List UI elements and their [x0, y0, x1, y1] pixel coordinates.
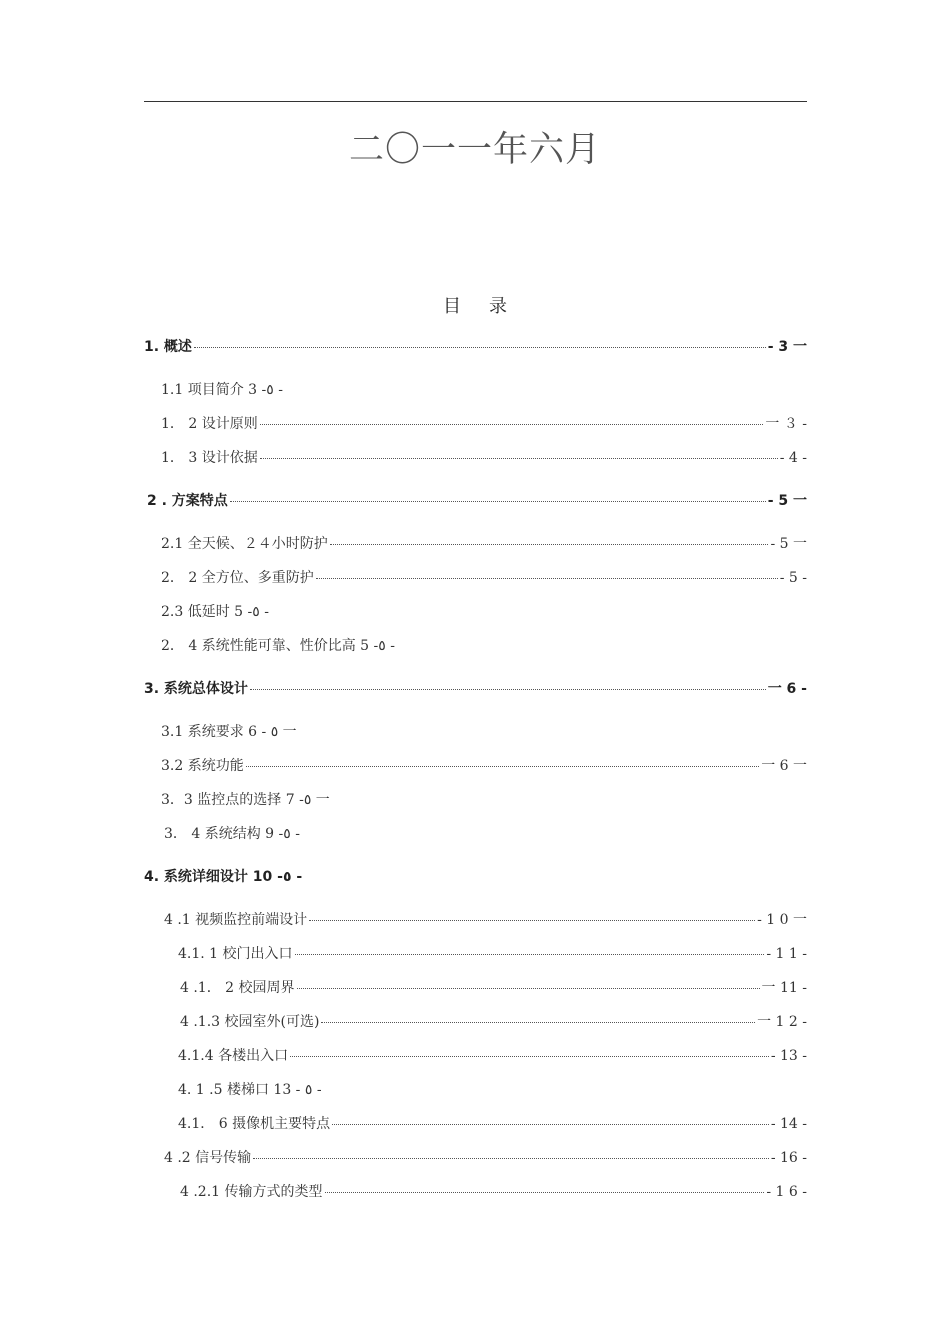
toc-leader — [260, 448, 778, 459]
toc-entry-2-1[interactable] — [161, 534, 807, 554]
toc-entry-label: 3． 4 系统结构 9 -٥ - — [164, 826, 300, 842]
toc-entry-label: 4 .1.3 校园室外(可选) — [180, 1014, 320, 1030]
toc-entry-label: 1． 3 设计依据 — [161, 450, 258, 466]
toc-entry-page: - 5 一 — [770, 536, 807, 552]
toc-entry-3-4[interactable] — [164, 824, 300, 844]
toc-leader — [309, 910, 755, 921]
toc-leader — [250, 679, 766, 690]
toc-title-right: 录 — [489, 296, 507, 317]
toc-entry-label: 4.1.4 各楼出入口 — [178, 1048, 289, 1064]
toc-leader — [230, 491, 766, 502]
toc-entry-4-1-5[interactable] — [178, 1080, 322, 1100]
toc-entry-page: 一 1 2 - — [757, 1014, 807, 1030]
toc-leader — [194, 337, 766, 348]
toc-entry-label: 3. 系统总体设计 — [144, 681, 248, 697]
toc-leader — [295, 944, 765, 955]
toc-entry-2[interactable] — [147, 491, 807, 511]
toc-entry-page: 一 6 - — [767, 681, 807, 697]
header-rule — [144, 101, 807, 102]
toc-leader — [260, 414, 764, 425]
toc-entry-2-4[interactable] — [161, 636, 395, 656]
toc-leader — [330, 534, 769, 545]
toc-entry-label: 1． 2 设计原则 — [161, 416, 258, 432]
toc-entry-3-1[interactable] — [161, 722, 297, 742]
toc-entry-4-1-6[interactable] — [178, 1114, 807, 1134]
toc-entry-label: 2． 4 系统性能可靠、性价比高 5 -٥ - — [161, 638, 395, 654]
toc-leader — [325, 1182, 765, 1193]
toc-entry-label: 4 .1． 2 校园周界 — [180, 980, 295, 996]
toc-entry-label: 4 .1 视频监控前端设计 — [164, 912, 308, 928]
toc-entry-label: 2.3 低延时 5 -٥ - — [161, 604, 269, 620]
toc-entry-4-1-3[interactable] — [180, 1012, 807, 1032]
toc-entry-label: 4 .2.1 传输方式的类型 — [180, 1184, 323, 1200]
toc-entry-2-3[interactable] — [161, 602, 269, 622]
toc-entry-page: - 1 1 - — [766, 946, 807, 962]
toc-entry-4[interactable] — [144, 867, 302, 887]
toc-leader — [290, 1046, 769, 1057]
toc-entry-4-1-4[interactable] — [178, 1046, 807, 1066]
toc-entry-label: 1. 概述 — [144, 339, 192, 355]
toc-entry-4-1[interactable] — [164, 910, 807, 930]
toc-entry-4-1-1[interactable] — [178, 944, 807, 964]
toc-entry-label: 2.1 全天候、２４小时防护 — [161, 536, 328, 552]
toc-entry-4-1-2[interactable] — [180, 978, 807, 998]
document-date: 二〇一一年六月 — [348, 130, 601, 170]
toc-entry-3-3[interactable] — [161, 790, 330, 810]
toc-entry-label: 3.2 系统功能 — [161, 758, 244, 774]
toc-entry-label: 4.1． 6 摄像机主要特点 — [178, 1116, 331, 1132]
toc-leader — [253, 1148, 769, 1159]
toc-entry-page: - 13 - — [770, 1048, 807, 1064]
toc-entry-page: - 14 - — [770, 1116, 807, 1132]
toc-entry-1-1[interactable] — [161, 380, 283, 400]
toc-entry-label: 4. 1 .5 楼梯口 13 - ٥ - — [178, 1082, 322, 1098]
toc-entry-page: - 1 6 - — [766, 1184, 807, 1200]
toc-entry-page: - 3 一 — [767, 339, 807, 355]
toc-entry-page: 一 ３ - — [765, 416, 807, 432]
toc-leader — [297, 978, 760, 989]
toc-entry-page: - 5 - — [779, 570, 807, 586]
toc-entry-page: - 1 0 一 — [757, 912, 807, 928]
toc-entry-label: 4 .2 信号传输 — [164, 1150, 252, 1166]
toc-entry-4-2[interactable] — [164, 1148, 807, 1168]
toc-entry-page: 一 6 一 — [761, 758, 807, 774]
toc-entry-label: 4. 系统详细设计 10 -٥ - — [144, 869, 303, 885]
toc-entry-1-3[interactable] — [161, 448, 807, 468]
toc-entry-1[interactable] — [144, 337, 807, 357]
toc-entry-page: - 5 一 — [767, 493, 807, 509]
toc-leader — [332, 1114, 769, 1125]
toc-leader — [246, 756, 759, 767]
toc-entry-page: - 16 - — [770, 1150, 807, 1166]
toc-entry-label: 2． 2 全方位、多重防护 — [161, 570, 314, 586]
toc-entry-label: 2 . 方案特点 — [147, 493, 228, 509]
toc-title-left: 目 — [443, 296, 461, 317]
toc-title — [0, 292, 950, 318]
toc-leader — [316, 568, 778, 579]
toc-entry-label: 4.1. 1 校门出入口 — [178, 946, 293, 962]
toc-entry-2-2[interactable] — [161, 568, 807, 588]
toc-entry-label: 3．3 监控点的选择 7 -٥ 一 — [161, 792, 330, 808]
toc-entry-label: 3.1 系统要求 6 - ٥ 一 — [161, 724, 297, 740]
toc-entry-page: 一 11 - — [761, 980, 807, 996]
toc-entry-1-2[interactable] — [161, 414, 807, 434]
toc-entry-3[interactable] — [144, 679, 807, 699]
toc-entry-4-2-1[interactable] — [180, 1182, 807, 1202]
toc-entry-3-2[interactable] — [161, 756, 807, 776]
toc-entry-label: 1.1 项目简介 3 -٥ - — [161, 382, 283, 398]
toc-entry-page: - 4 - — [779, 450, 807, 466]
toc-leader — [321, 1012, 755, 1023]
